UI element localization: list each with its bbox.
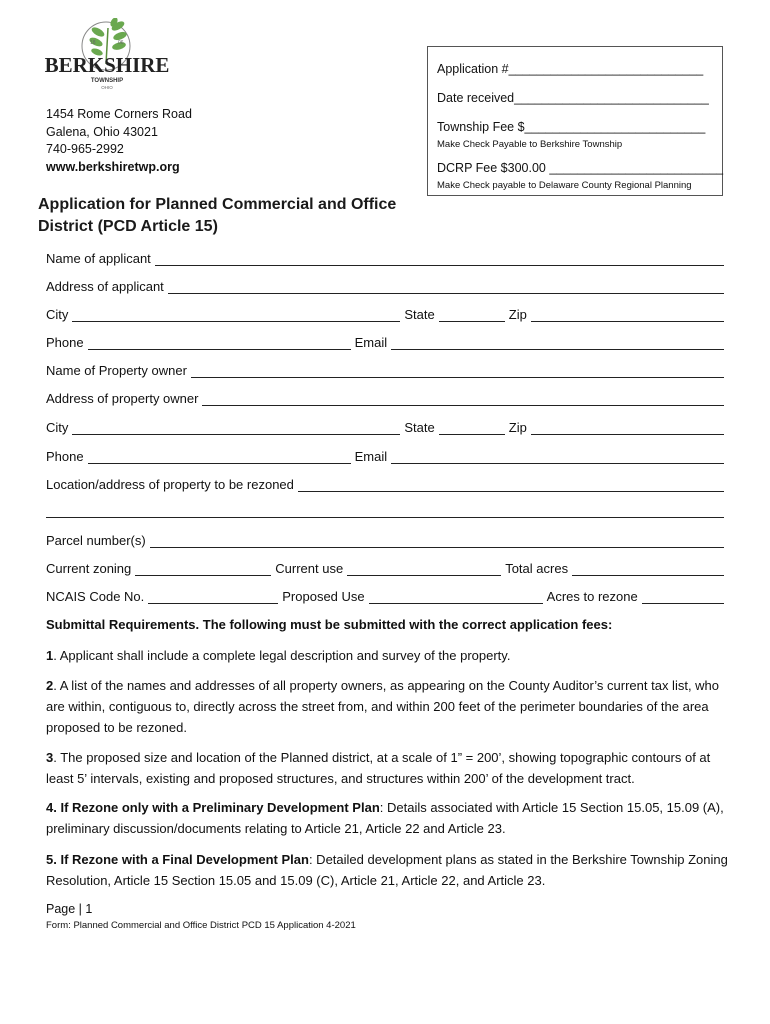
owner-phone-field[interactable] xyxy=(88,449,351,464)
dcrp-fee-field[interactable]: DCRP Fee $300.00 _________________________ xyxy=(437,161,724,175)
name-owner-label: Name of Property owner xyxy=(46,363,187,378)
form-title-line1: Application for Planned Commercial and Office xyxy=(38,196,397,213)
total-acres-field[interactable] xyxy=(572,561,724,576)
office-use-box xyxy=(427,46,723,196)
current-zoning-label: Current zoning xyxy=(46,561,132,576)
proposed-use-label: Proposed Use xyxy=(282,589,365,604)
requirement-item-3 xyxy=(46,747,730,789)
application-number-field[interactable]: Application #____________________________ xyxy=(437,62,704,76)
logo-year-right: 06 xyxy=(118,40,124,46)
owner-state-label: State xyxy=(404,420,435,435)
requirement-text-1: . Applicant shall include a complete legal description and survey of the property. xyxy=(53,648,511,663)
row-location xyxy=(46,474,724,492)
township-fee-field[interactable]: Township Fee $__________________________ xyxy=(437,120,706,134)
city-label: City xyxy=(46,307,69,322)
date-received-field[interactable]: Date received____________________________ xyxy=(437,91,709,105)
requirement-bold-5: . If Rezone with a Final Development Plan xyxy=(53,852,309,867)
current-use-field[interactable] xyxy=(347,561,501,576)
owner-city-field[interactable] xyxy=(72,420,400,435)
total-acres-label: Total acres xyxy=(505,561,569,576)
row-address-applicant xyxy=(46,276,724,294)
acres-rezone-label: Acres to rezone xyxy=(546,589,638,604)
form-identifier: Form: Planned Commercial and Office District PCD 15 Application 4-2021 xyxy=(46,920,356,931)
row-ncais xyxy=(46,586,724,604)
applicant-phone-field[interactable] xyxy=(88,335,351,350)
form-title-line2: District (PCD Article 15) xyxy=(38,218,218,235)
contact-address: 1454 Rome Corners Road xyxy=(46,107,192,121)
contact-block xyxy=(46,106,192,176)
applicant-state-field[interactable] xyxy=(439,307,505,322)
logo-sub: TOWNSHIP xyxy=(90,78,124,84)
requirement-text-3: . The proposed size and location of the Planned district, at a scale of 1” = 200’, showing topographic contours of at least 5’ intervals, existing and proposed structures, and structures within 200’ of the development tract. xyxy=(46,750,711,786)
owner-zip-field[interactable] xyxy=(531,420,724,435)
requirement-item-5 xyxy=(46,849,730,891)
location-field-line2[interactable] xyxy=(46,503,724,518)
zip-label: Zip xyxy=(508,307,527,322)
row-applicant-city xyxy=(46,304,724,322)
page-number: Page | 1 xyxy=(46,902,93,916)
ncais-label: NCAIS Code No. xyxy=(46,589,145,604)
name-applicant-field[interactable] xyxy=(155,251,724,266)
dcrp-fee-note: Make Check payable to Delaware County Regional Planning xyxy=(437,180,692,191)
ncais-field[interactable] xyxy=(148,589,278,604)
requirement-num-1: 1 xyxy=(46,648,54,663)
requirement-num-3: 3 xyxy=(46,750,54,765)
row-address-owner xyxy=(46,388,724,406)
row-owner-phone xyxy=(46,446,724,464)
address-owner-label: Address of property owner xyxy=(46,391,199,406)
address-applicant-label: Address of applicant xyxy=(46,279,164,294)
requirement-item-2 xyxy=(46,675,730,738)
name-owner-field[interactable] xyxy=(191,363,724,378)
parcel-field[interactable] xyxy=(150,533,724,548)
requirement-num-5: 5 xyxy=(46,852,54,867)
logo-state: OHIO xyxy=(101,85,113,90)
row-zoning xyxy=(46,558,724,576)
requirement-item-4 xyxy=(46,797,730,839)
row-name-applicant xyxy=(46,248,724,266)
current-zoning-field[interactable] xyxy=(135,561,271,576)
requirement-text-2: . A list of the names and addresses of all property owners, as appearing on the County Auditor’s current tax list, who are within, contiguous to, directly across the street from, and within 200 feet of the perimeter boundaries of the area proposed to be rezoned. xyxy=(46,678,720,735)
state-label: State xyxy=(404,307,435,322)
location-field[interactable] xyxy=(298,477,724,492)
parcel-label: Parcel number(s) xyxy=(46,533,146,548)
requirements-heading: Submittal Requirements. The following must be submitted with the correct application fees: xyxy=(46,617,613,632)
township-logo xyxy=(40,18,175,100)
logo-year-left: 18 xyxy=(90,40,96,46)
township-fee-note: Make Check Payable to Berkshire Township xyxy=(437,139,623,150)
contact-website[interactable]: www.berkshiretwp.org xyxy=(46,159,180,174)
form-title xyxy=(38,194,396,238)
current-use-label: Current use xyxy=(275,561,344,576)
leaf-icon xyxy=(40,18,175,100)
contact-phone: 740-965-2992 xyxy=(46,142,124,156)
email-label: Email xyxy=(354,335,388,350)
applicant-zip-field[interactable] xyxy=(531,307,724,322)
location-label: Location/address of property to be rezoned xyxy=(46,477,294,492)
requirement-text-5: : Detailed development plans as stated in the Berkshire Township Zoning Resolution, Article 15 Section 15.05 and 15.09 (C), Article 21, Article 22, and Article 23. xyxy=(46,852,728,888)
owner-state-field[interactable] xyxy=(439,420,505,435)
contact-city: Galena, Ohio 43021 xyxy=(46,124,158,139)
owner-zip-label: Zip xyxy=(508,420,527,435)
address-applicant-field[interactable] xyxy=(168,279,724,294)
requirement-num-4: 4 xyxy=(46,800,54,815)
owner-email-label: Email xyxy=(354,449,388,464)
requirement-bold-4: . If Rezone only with a Preliminary Development Plan xyxy=(53,800,380,815)
proposed-use-field[interactable] xyxy=(369,589,543,604)
address-owner-field[interactable] xyxy=(202,391,724,406)
logo-name: BERKSHIRE xyxy=(44,53,170,77)
row-owner-city xyxy=(46,417,724,435)
name-applicant-label: Name of applicant xyxy=(46,251,151,266)
row-name-owner xyxy=(46,360,724,378)
phone-label: Phone xyxy=(46,335,84,350)
owner-email-field[interactable] xyxy=(391,449,724,464)
applicant-email-field[interactable] xyxy=(391,335,724,350)
acres-rezone-field[interactable] xyxy=(642,589,724,604)
requirement-text-4: : Details associated with Article 15 Section 15.05, 15.09 (A), preliminary discussion/documents relating to Article 21, Article 22 and Article 23. xyxy=(46,800,724,836)
row-applicant-phone xyxy=(46,332,724,350)
requirement-num-2: 2 xyxy=(46,678,54,693)
applicant-city-field[interactable] xyxy=(72,307,400,322)
requirement-item-1 xyxy=(46,645,730,666)
owner-city-label: City xyxy=(46,420,69,435)
owner-phone-label: Phone xyxy=(46,449,84,464)
row-parcel xyxy=(46,530,724,548)
